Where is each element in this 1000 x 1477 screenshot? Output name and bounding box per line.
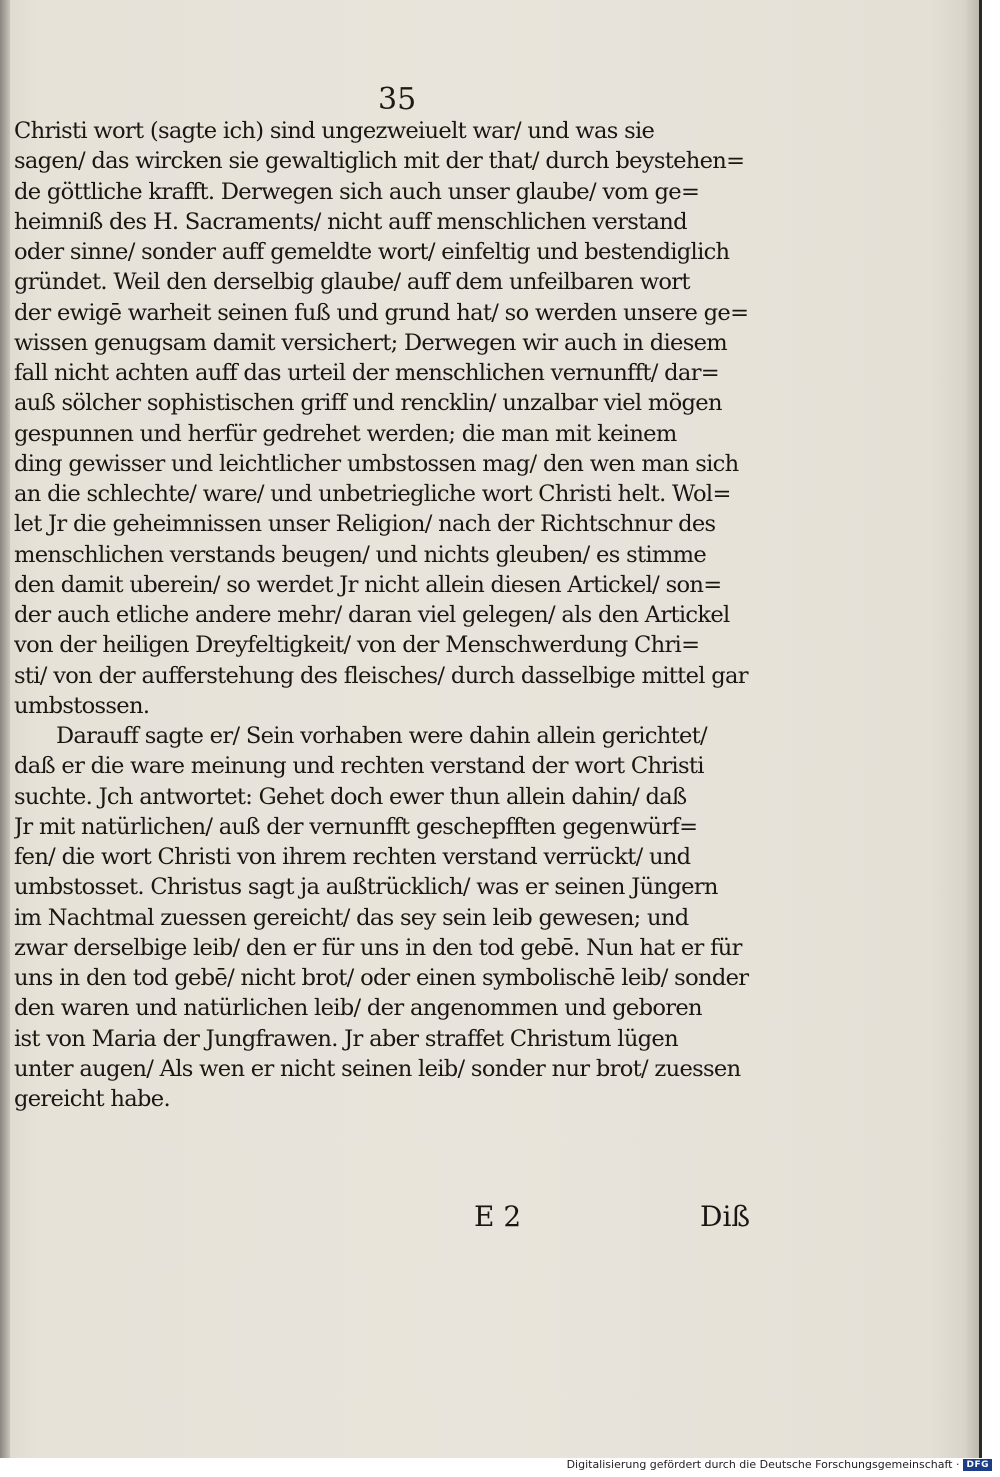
text-line: wissen genugsam damit versichert; Derwegen wir auch in diesem [14,329,728,356]
text-line: den damit uberein/ so werdet Jr nicht allein diesen Artickel/ son= [14,571,722,598]
footer-text: Digitalisierung gefördert durch die Deutsche Forschungsgemeinschaft · [566,1458,960,1471]
digitization-footer [567,1458,992,1471]
text-line: auß sölcher sophistischen griff und rencklin/ unzalbar viel mögen [14,390,722,417]
text-line: umbstossen. [14,692,150,719]
text-line: oder sinne/ sonder auff gemeldte wort/ einfeltig und bestendiglich [14,239,730,265]
text-line: den waren und natürlichen leib/ der angenommen und geboren [14,995,702,1022]
text-line: unter augen/ Als wen er nicht seinen leib/ sonder nur brot/ zuessen [14,1055,741,1082]
signature-mark: E 2 [474,1200,522,1233]
text-line: uns in den tod gebē/ nicht brot/ oder einen symbolischē leib/ sonder [14,965,749,991]
text-line: ding gewisser und leichtlicher umbstossen mag/ den wen man sich [14,450,739,477]
body-text [14,116,774,1114]
dfg-logo-icon: DFG [963,1459,992,1471]
text-line: Darauff sagte er/ Sein vorhaben were dahin allein gerichtet/ [56,723,707,749]
page-number: 35 [378,82,417,117]
text-line: sti/ von der aufferstehung des fleisches/ durch dasselbige mittel gar [14,662,748,689]
text-line: gründet. Weil den derselbig glaube/ auff dem unfeilbaren wort [14,269,690,296]
text-line: gespunnen und herfür gedrehet werden; die man mit keinem [14,420,677,447]
text-line: von der heiligen Dreyfeltigkeit/ von der Menschwerdung Chri= [14,632,700,659]
text-line: fen/ die wort Christi von ihrem rechten verstand verrückt/ und [14,844,691,870]
text-line: menschlichen verstands beugen/ und nichts gleuben/ es stimme [14,541,706,568]
text-line: der ewigē warheit seinen fuß und grund hat/ so werden unsere ge= [14,299,749,326]
catchword: Diß [700,1200,751,1233]
text-line: an die schlechte/ ware/ und unbetriegliche wort Christi helt. Wol= [14,481,731,507]
text-line: suchte. Jch antwortet: Gehet doch ewer thun allein dahin/ daß [14,783,687,810]
text-line: de göttliche krafft. Derwegen sich auch unser glaube/ vom ge= [14,178,700,205]
text-line: let Jr die geheimnissen unser Religion/ nach der Richtschnur des [14,511,716,538]
text-line: gereicht habe. [14,1086,170,1112]
text-line: im Nachtmal zuessen gereicht/ das sey sein leib gewesen; und [14,904,689,931]
text-line: ist von Maria der Jungfrawen. Jr aber straffet Christum lügen [14,1025,678,1052]
text-line: zwar derselbige leib/ den er für uns in den tod gebē. Nun hat er für [14,934,742,961]
text-line: heimniß des H. Sacraments/ nicht auff menschlichen verstand [14,208,687,235]
text-line: Christi wort (sagte ich) sind ungezweiuelt war/ und was sie [14,118,655,144]
text-line: Jr mit natürlichen/ auß der vernunfft geschepfften gegenwürf= [14,813,698,840]
text-line: fall nicht achten auff das urteil der menschlichen vernunfft/ dar= [14,360,720,386]
text-line: der auch etliche andere mehr/ daran viel gelegen/ als den Artickel [14,602,730,628]
text-line: daß er die ware meinung und rechten verstand der wort Christi [14,753,704,780]
text-line: sagen/ das wircken sie gewaltiglich mit der that/ durch beystehen= [14,148,745,175]
text-line: umbstosset. Christus sagt ja außtrücklich/ was er seinen Jüngern [14,874,718,901]
